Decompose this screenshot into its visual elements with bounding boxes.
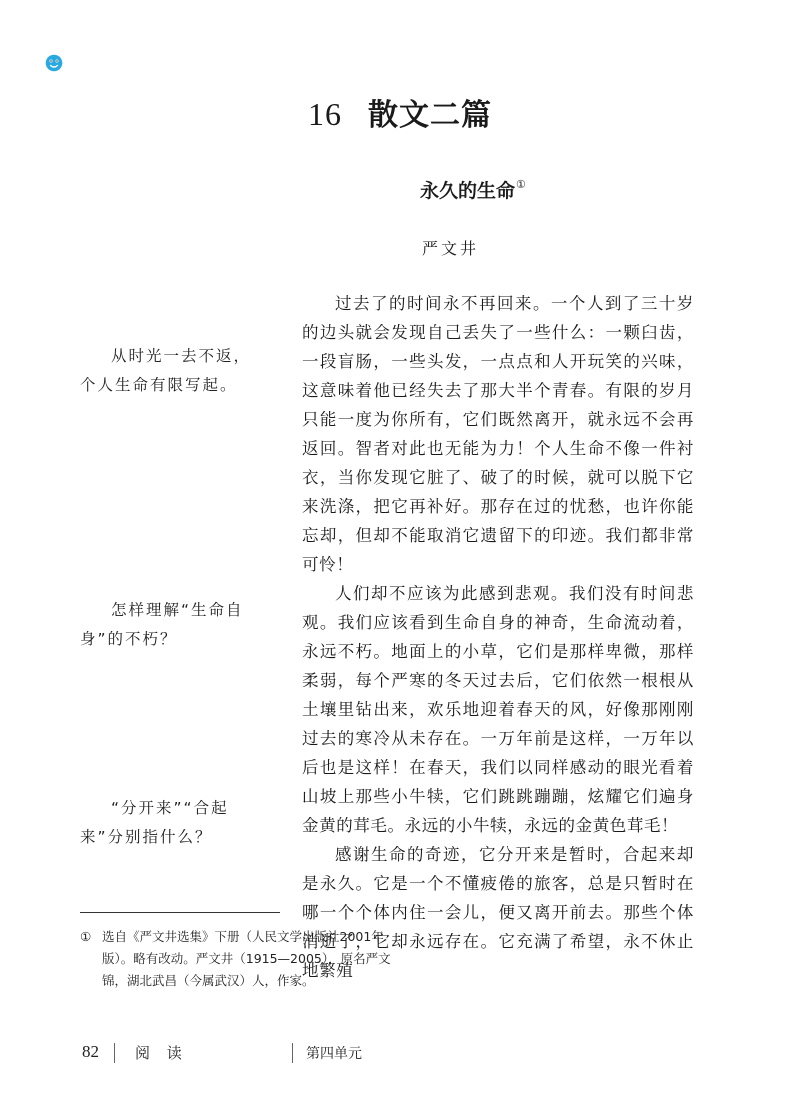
side-note-1-text: 从时光一去不返，个人生命有限写起。 bbox=[80, 347, 252, 394]
lesson-name: 散文二篇 bbox=[368, 98, 492, 133]
footer-unit: 第四单元 bbox=[306, 1046, 362, 1062]
essay-body bbox=[302, 289, 694, 985]
footer-divider bbox=[114, 1043, 115, 1063]
smiley-face-icon bbox=[45, 54, 63, 72]
footer-divider bbox=[292, 1043, 293, 1063]
side-note-3 bbox=[80, 794, 265, 852]
page-footer bbox=[0, 1040, 800, 1064]
footnote-ref[interactable]: ① bbox=[516, 178, 526, 191]
paragraph-3: 感谢生命的奇迹，它分开来是暂时，合起来却是永久。它是一个不懂疲倦的旅客，总是只暂时在哪一个个体内住一会儿，便又离开前去。那些个体消逝了，它却永远存在。它充满了希望，永不休止地繁殖 bbox=[302, 845, 694, 980]
side-note-2 bbox=[80, 596, 265, 654]
lesson-title bbox=[0, 90, 800, 134]
page-number: 82 bbox=[82, 1042, 99, 1061]
side-note-3-text: “分开来”“合起来”分别指什么？ bbox=[80, 799, 229, 846]
footnote-mark: ① bbox=[80, 929, 92, 944]
essay-title-text: 永久的生命 bbox=[420, 180, 516, 202]
footnote bbox=[80, 926, 400, 992]
footnote-divider bbox=[80, 912, 280, 913]
footnote-text: 选自《严文井选集》下册（人民文学出版社2001年版）。略有改动。严文井（1915—2005），原名严文锦，湖北武昌（今属武汉）人，作家。 bbox=[102, 929, 391, 988]
paragraph-2: 人们却不应该为此感到悲观。我们没有时间悲观。我们应该看到生命自身的神奇，生命流动着，永远不朽。地面上的小草，它们是那样卑微，那样柔弱，每个严寒的冬天过去后，它们依然一根根从土壤里钻出来，欢乐地迎着春天的风，好像那刚刚过去的寒冷从未存在。一万年前是这样，一万年以后也是这样！在春天，我们以同样感动的眼光看着山坡上那些小牛犊，它们跳跳蹦蹦，炫耀它们遍身金黄的茸毛。永远的小牛犊，永远的金黄色茸毛！ bbox=[302, 584, 694, 835]
side-note-2-text: 怎样理解“生命自身”的不朽？ bbox=[80, 601, 244, 648]
lesson-number: 16 bbox=[308, 96, 342, 132]
author-name: 严文井 bbox=[422, 239, 480, 258]
essay-title bbox=[420, 176, 526, 203]
paragraph-1: 过去了的时间永不再回来。一个人到了三十岁的边头就会发现自己丢失了一些什么：一颗臼齿，一段盲肠，一些头发，一点点和人开玩笑的兴味，这意味着他已经失去了那大半个青春。有限的岁月只能一度为你所有，它们既然离开，就永远不会再返回。智者对此也无能为力！个人生命不像一件衬衣，当你发现它脏了、破了的时候，就可以脱下它来洗涤，把它再补好。那存在过的忧愁，也许你能忘却，但却不能取消它遗留下的印迹。我们都非常可怜！ bbox=[302, 294, 694, 574]
side-note-1 bbox=[80, 342, 265, 400]
footer-section: 阅 读 bbox=[135, 1044, 188, 1062]
